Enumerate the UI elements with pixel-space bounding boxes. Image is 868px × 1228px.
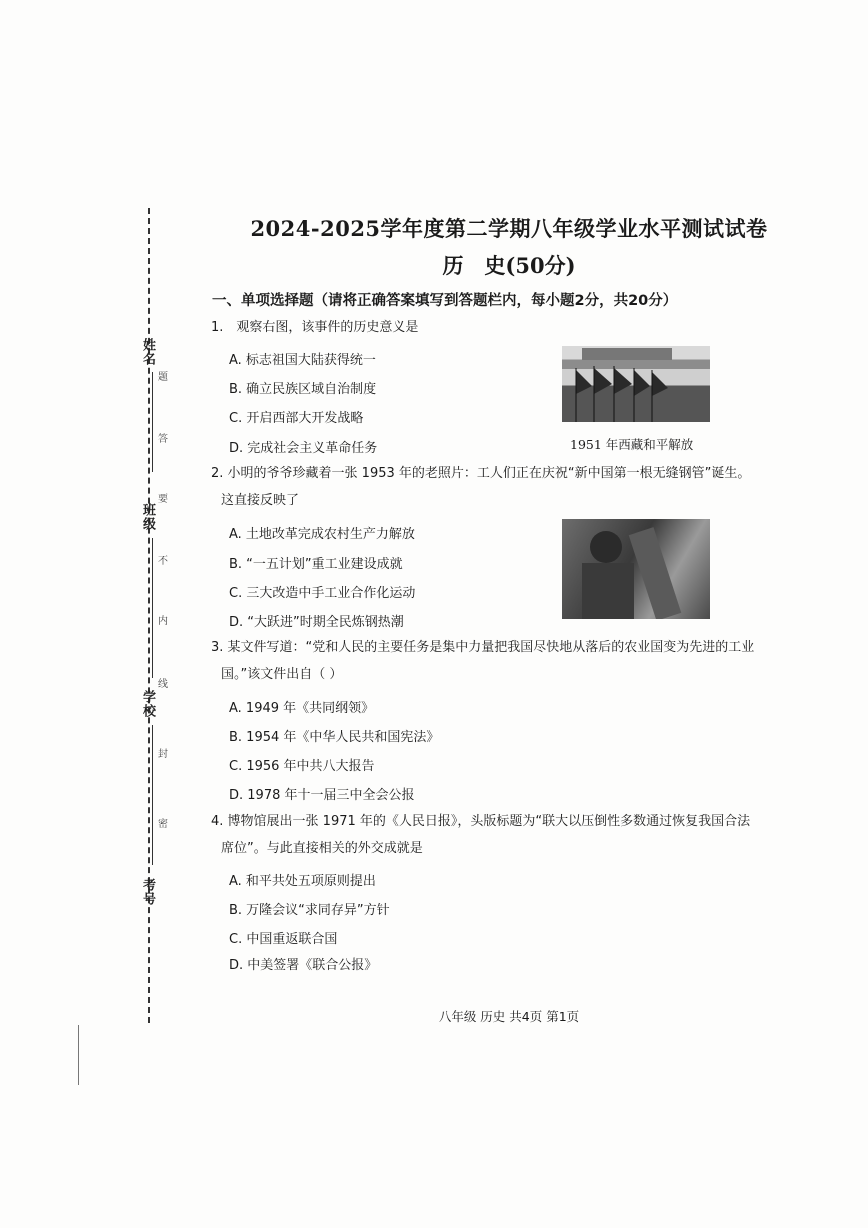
- question-text: 2. 小明的爷爷珍藏着一张 1953 年的老照片：工人们正在庆祝“新中国第一根无缝钢管”诞生。: [211, 466, 751, 481]
- question-4-option-d: D. 中美签署《联合公报》: [229, 958, 378, 973]
- question-3-option-a: A. 1949 年《共同纲领》: [229, 701, 375, 716]
- question-2-option-b: B. “一五计划”重工业建设成就: [229, 557, 403, 572]
- seal-char: 答: [158, 434, 168, 445]
- question-3-option-c: C. 1956 年中共八大报告: [229, 759, 375, 774]
- question-text: 4. 博物馆展出一张 1971 年的《人民日报》，头版标题为“联大以压倒性多数通过恢复我国合法: [211, 814, 751, 829]
- worker-graphic: [562, 519, 710, 619]
- question-text-cont: 席位”。与此直接相关的外交成就是: [221, 841, 423, 856]
- question-4-option-c: C. 中国重返联合国: [229, 932, 338, 947]
- seal-char: 题: [158, 372, 168, 383]
- exam-number-label: 考号: [140, 878, 155, 906]
- name-field-line: [152, 372, 153, 472]
- question-2-option-c: C. 三大改造中手工业合作化运动: [229, 586, 416, 601]
- class-label: 班级: [140, 503, 155, 531]
- question-text: 1. 观察右图，该事件的历史意义是: [211, 320, 419, 335]
- seal-char: 线: [158, 679, 168, 690]
- question-2-option-a: A. 土地改革完成农村生产力解放: [229, 527, 415, 542]
- exam-title: 2024-2025学年度第二学期八年级学业水平测试试卷: [250, 216, 768, 241]
- question-4-stem: [211, 808, 781, 862]
- question-4-option-b: B. 万隆会议“求同存异”方针: [229, 903, 390, 918]
- question-4-option-a: A. 和平共处五项原则提出: [229, 874, 376, 889]
- question-1-stem: [211, 314, 781, 341]
- seal-char: 不: [158, 556, 168, 567]
- class-field-line: [152, 538, 153, 678]
- question-1-option-b: B. 确立民族区域自治制度: [229, 382, 377, 397]
- seamless-steel-pipe-photo: [562, 519, 710, 619]
- question-text-cont: 国。”该文件出自（ ）: [221, 667, 343, 682]
- tibet-liberation-photo: [562, 346, 710, 422]
- question-text: 3. 某文件写道：“党和人民的主要任务是集中力量把我国尽快地从落后的农业国变为先进的工业: [211, 640, 755, 655]
- question-3-stem: [211, 634, 781, 688]
- subject-title: 历 史(50分): [442, 253, 576, 278]
- question-1-option-d: D. 完成社会主义革命任务: [229, 441, 378, 456]
- flags-graphic: [562, 346, 710, 422]
- seal-char: 要: [158, 494, 168, 505]
- question-2-stem: [211, 460, 781, 514]
- question-1-option-c: C. 开启西部大开发战略: [229, 411, 364, 426]
- seal-char: 内: [158, 616, 168, 627]
- question-3-option-d: D. 1978 年十一届三中全会公报: [229, 788, 415, 803]
- scan-edge-line: [78, 1025, 79, 1085]
- photo-1-caption: 1951 年西藏和平解放: [570, 437, 694, 452]
- section-heading: 一、单项选择题（请将正确答案填写到答题栏内，每小题2分，共20分）: [212, 293, 678, 309]
- page-footer: 八年级 历史 共4页 第1页: [438, 1009, 580, 1024]
- question-3-option-b: B. 1954 年《中华人民共和国宪法》: [229, 730, 440, 745]
- name-label: 姓名: [140, 338, 155, 366]
- seal-char: 密: [158, 819, 168, 830]
- question-2-option-d: D. “大跃进”时期全民炼钢热潮: [229, 615, 404, 630]
- seal-char: 封: [158, 749, 168, 760]
- school-field-line: [152, 725, 153, 865]
- school-label: 学校: [140, 690, 155, 718]
- question-text-cont: 这直接反映了: [221, 493, 300, 508]
- question-1-option-a: A. 标志祖国大陆获得统一: [229, 353, 376, 368]
